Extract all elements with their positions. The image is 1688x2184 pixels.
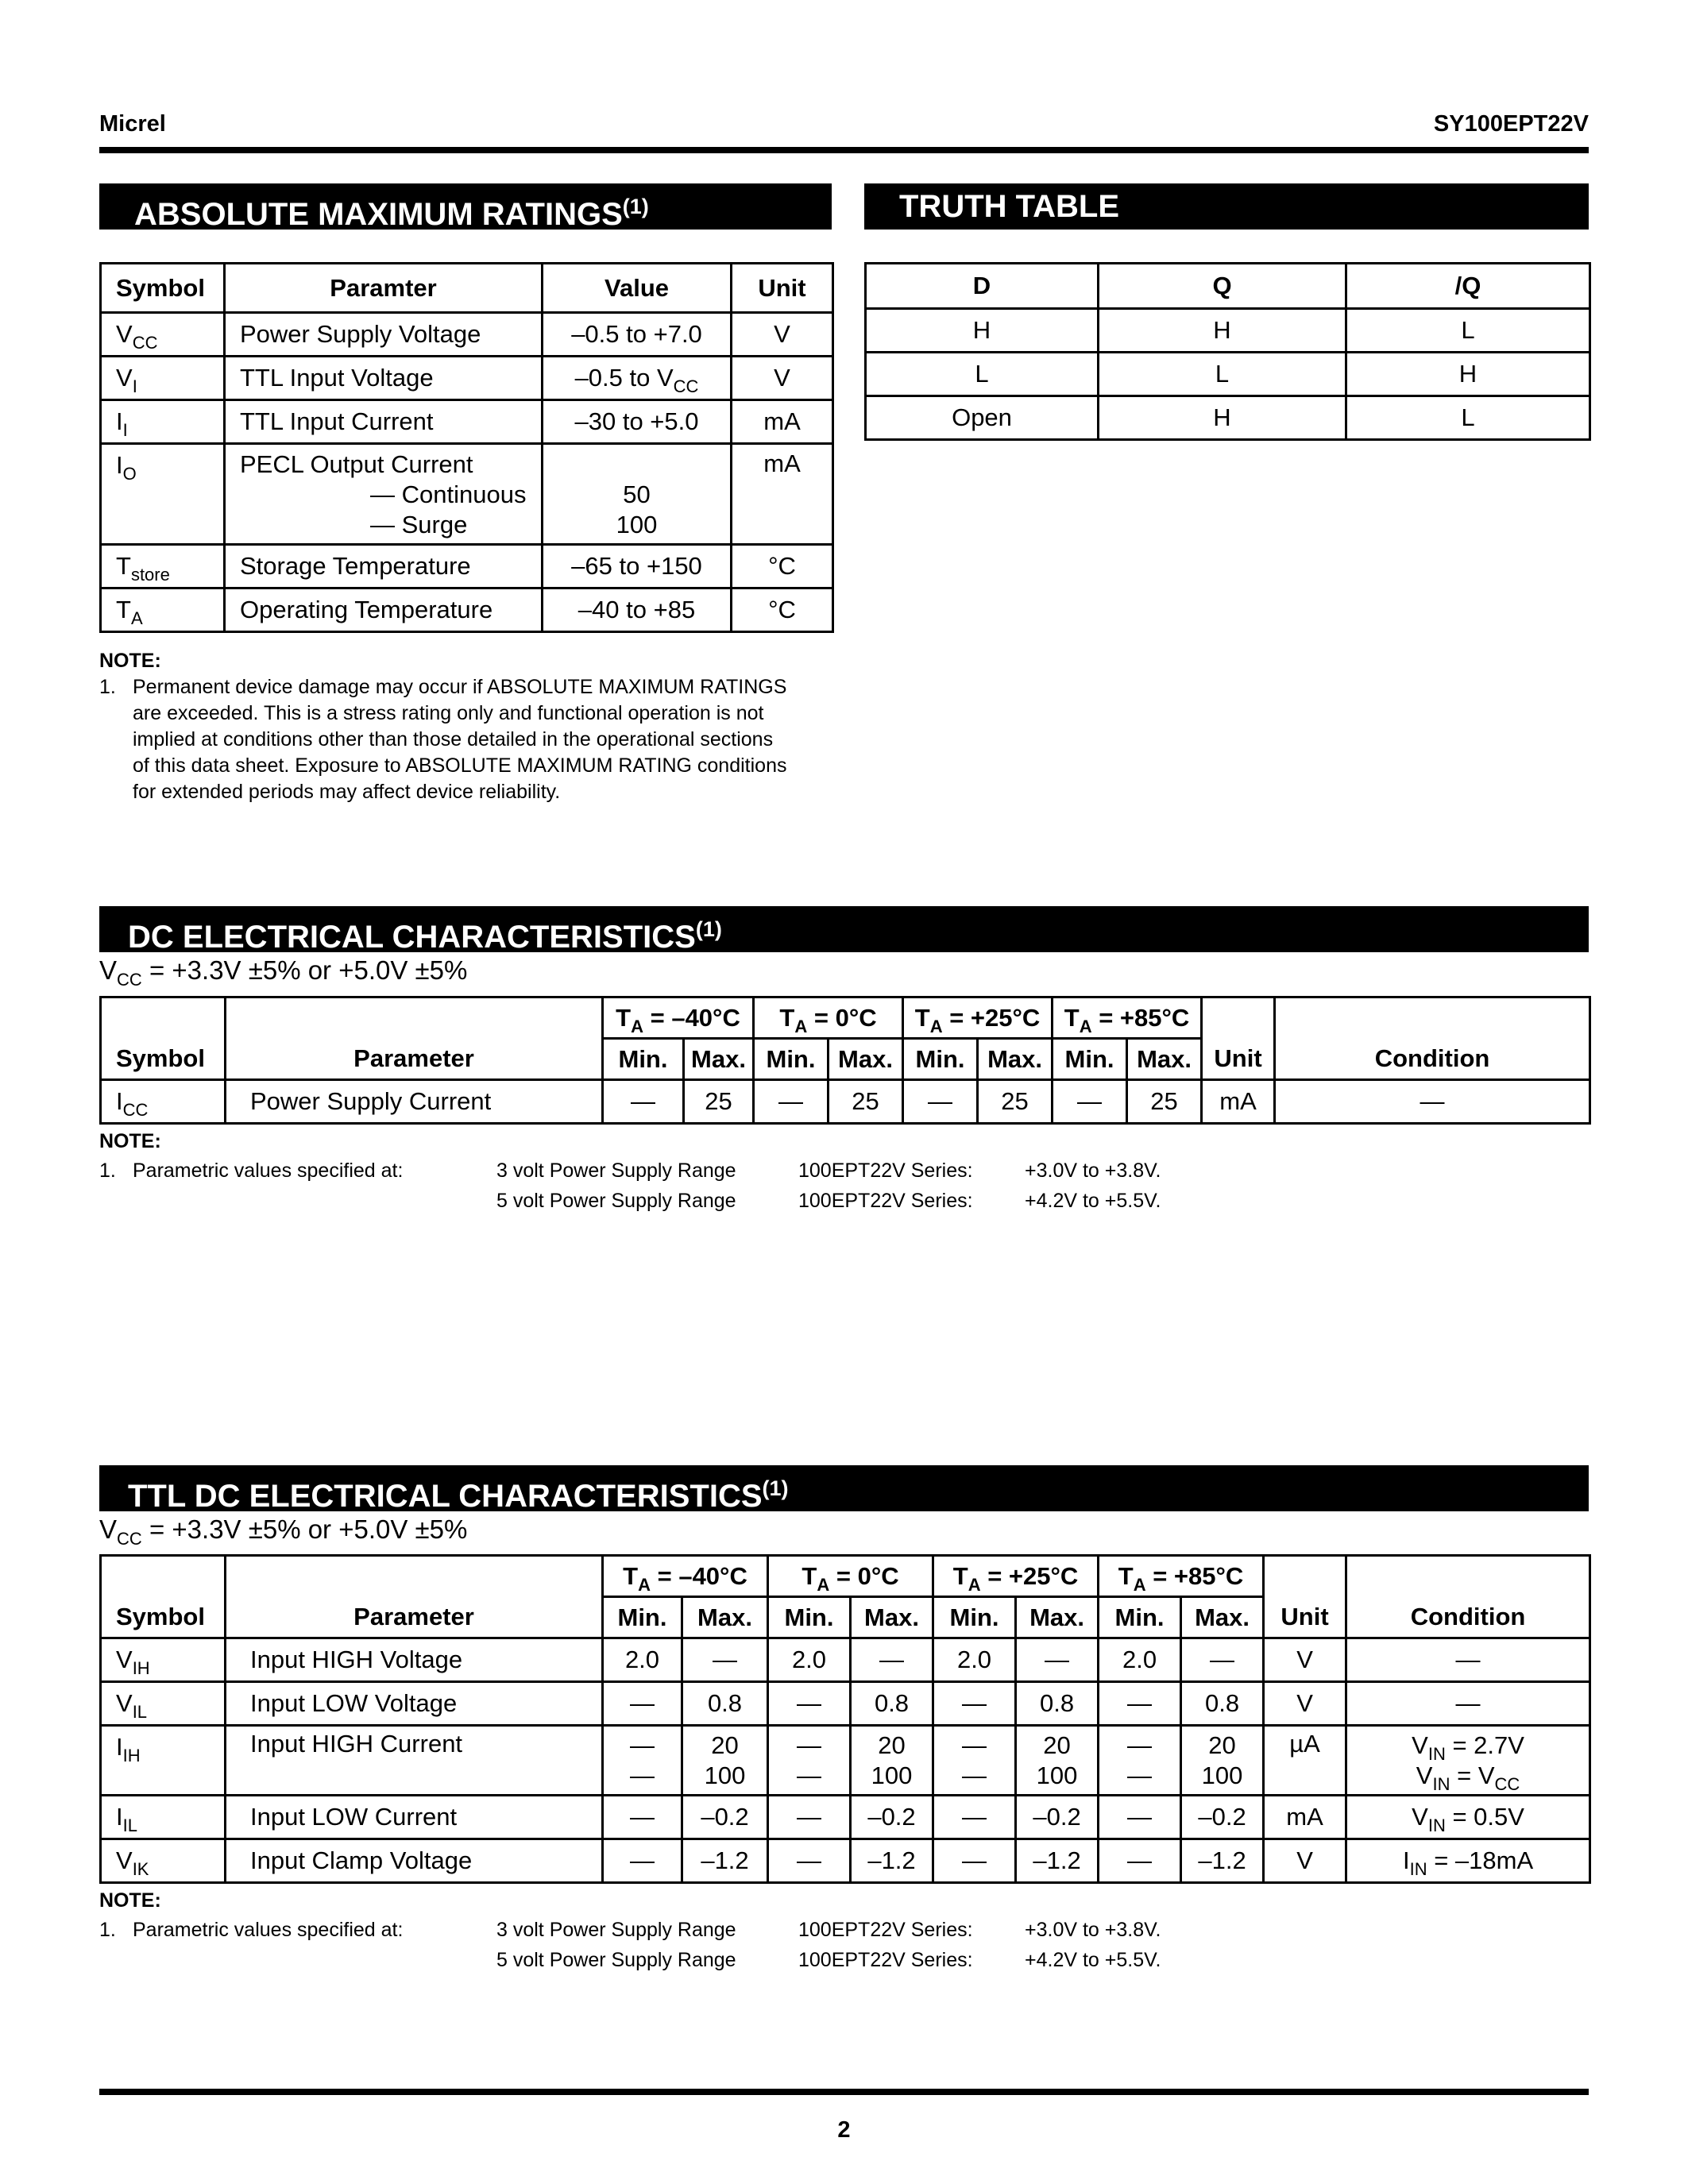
- table-row: [866, 309, 1590, 353]
- col-min: Min.: [903, 1039, 978, 1080]
- value-cell: —: [754, 1080, 829, 1124]
- value-cell: 2.0: [1099, 1638, 1181, 1682]
- header-part-number: SY100EPT22V: [1433, 111, 1589, 137]
- table-row: [101, 1796, 1590, 1839]
- symbol-cell: $I_O$: [101, 444, 225, 545]
- note-body: 1. Parametric values specified at: 3 volt Power Supply Range 100EPT22V Series: +3.0V to +3.8V. 5 volt Power Supply Range 100EPT22V Series: +4.2V to +5.5V.: [99, 1919, 1161, 1971]
- col-min: Min.: [1099, 1597, 1181, 1638]
- parameter-cell: TTL Input Current: [225, 400, 543, 444]
- value-cell: —: [1016, 1638, 1099, 1682]
- parameter-cell: PECL Output Current — Continuous — Surge: [225, 444, 543, 545]
- value-cell: –0.5 to $V_{CC}$: [543, 357, 732, 400]
- col-min: Min.: [1053, 1039, 1127, 1080]
- table-row: [101, 313, 833, 357]
- value-cell: —: [768, 1839, 851, 1883]
- temp-header: $T_A = +25^\circ C$: [903, 997, 1053, 1039]
- truth-header-row: [866, 264, 1590, 309]
- value-cell: –0.2: [1016, 1796, 1099, 1839]
- dc-title: DC ELECTRICAL CHARACTERISTICS: [128, 920, 696, 955]
- parameter-cell: Input HIGH Voltage: [226, 1638, 603, 1682]
- table-row: [101, 1726, 1590, 1796]
- unit-cell: µA: [1264, 1726, 1346, 1796]
- value-cell: –30 to +5.0: [543, 400, 732, 444]
- col-max: Max.: [1127, 1039, 1202, 1080]
- col-d: D: [866, 264, 1099, 309]
- abs-max-title-footnote: (1): [622, 195, 649, 218]
- table-row: [101, 1638, 1590, 1682]
- symbol-cell: $V_I$: [101, 357, 225, 400]
- table-row: [101, 588, 833, 632]
- parameter-cell: Input LOW Voltage: [226, 1682, 603, 1726]
- truth-table-title-bar: [864, 183, 1589, 230]
- value-cell: —: [603, 1839, 682, 1883]
- value-cell: 25: [829, 1080, 903, 1124]
- value-cell: —: [933, 1796, 1016, 1839]
- d-cell: L: [866, 353, 1099, 396]
- q-cell: L: [1099, 353, 1346, 396]
- table-row: [101, 545, 833, 588]
- ttl-note: [99, 1888, 1589, 1978]
- value-cell: 20 100: [851, 1726, 933, 1796]
- value-cell: –0.2: [1181, 1796, 1264, 1839]
- col-condition: Condition: [1346, 1597, 1590, 1638]
- temp-header: $T_A = -40^\circ C$: [603, 997, 754, 1039]
- parameter-header-top: [226, 1556, 603, 1597]
- col-q: Q: [1099, 264, 1346, 309]
- q-bar-cell: L: [1346, 309, 1590, 353]
- value-cell: –1.2: [1181, 1839, 1264, 1883]
- symbol-cell: $V_{IK}$: [101, 1839, 226, 1883]
- col-symbol: Symbol: [101, 1039, 226, 1080]
- dc-note: [99, 1129, 1589, 1218]
- parameter-cell: Input HIGH Current: [226, 1726, 603, 1796]
- symbol-header-top: [101, 997, 226, 1039]
- col-min: Min.: [603, 1597, 682, 1638]
- col-min: Min.: [933, 1597, 1016, 1638]
- unit-cell: °C: [732, 588, 833, 632]
- condition-cell: $V_{IN} = 2.7V$ $V_{IN} = V_{CC}$: [1346, 1726, 1590, 1796]
- value-cell: — —: [1099, 1726, 1181, 1796]
- symbol-cell: $V_{IH}$: [101, 1638, 226, 1682]
- col-max: Max.: [682, 1597, 768, 1638]
- value-cell: 25: [1127, 1080, 1202, 1124]
- value-cell: —: [603, 1682, 682, 1726]
- page-number: 2: [837, 2117, 851, 2143]
- value-cell: 2.0: [603, 1638, 682, 1682]
- dc-title-footnote: (1): [695, 917, 722, 941]
- parameter-cell: Input LOW Current: [226, 1796, 603, 1839]
- value-cell: –65 to +150: [543, 545, 732, 588]
- temp-header: $T_A = +85^\circ C$: [1099, 1556, 1264, 1597]
- table-row: [101, 1682, 1590, 1726]
- ttl-title: TTL DC ELECTRICAL CHARACTERISTICS: [128, 1479, 763, 1514]
- value-cell: –1.2: [682, 1839, 768, 1883]
- col-parameter: Parameter: [226, 1597, 603, 1638]
- value-cell: —: [603, 1796, 682, 1839]
- note-body: 1. Permanent device damage may occur if ABSOLUTE MAXIMUM RATINGS are exceeded. This is a stress rating only and functional operation is not implied at conditions other than those detailed in the operational sections of this data sheet. Exposure to ABSOLUTE MAXIMUM RATING conditions for extended periods may affect device reliability.: [99, 676, 787, 803]
- ttl-temp-header-row: [101, 1556, 1590, 1597]
- condition-cell: —: [1346, 1638, 1590, 1682]
- note-label: NOTE:: [99, 650, 161, 672]
- value-cell: —: [603, 1080, 684, 1124]
- unit-cell: mA: [1264, 1796, 1346, 1839]
- col-unit: Unit: [1264, 1597, 1346, 1638]
- abs-max-note: [99, 648, 832, 805]
- unit-cell: V: [1264, 1638, 1346, 1682]
- value-cell: —: [1099, 1796, 1181, 1839]
- unit-cell: °C: [732, 545, 833, 588]
- col-max: Max.: [851, 1597, 933, 1638]
- symbol-cell: $V_{CC}$: [101, 313, 225, 357]
- dc-temp-header-row: [101, 997, 1590, 1039]
- value-cell: —: [933, 1839, 1016, 1883]
- col-symbol: Symbol: [101, 1597, 226, 1638]
- d-cell: H: [866, 309, 1099, 353]
- unit-cell: V: [732, 313, 833, 357]
- parameter-cell: Operating Temperature: [225, 588, 543, 632]
- value-cell: 2.0: [933, 1638, 1016, 1682]
- col-min: Min.: [754, 1039, 829, 1080]
- value-cell: 25: [978, 1080, 1053, 1124]
- ttl-header-row: [101, 1597, 1590, 1638]
- value-cell: –1.2: [851, 1839, 933, 1883]
- symbol-cell: $I_I$: [101, 400, 225, 444]
- dc-header-row: [101, 1039, 1590, 1080]
- unit-cell: V: [1264, 1682, 1346, 1726]
- value-cell: — —: [768, 1726, 851, 1796]
- abs-max-table: [99, 262, 834, 633]
- parameter-cell: Input Clamp Voltage: [226, 1839, 603, 1883]
- value-cell: —: [1099, 1682, 1181, 1726]
- col-unit: Unit: [732, 264, 833, 313]
- q-cell: H: [1099, 309, 1346, 353]
- value-cell: —: [1181, 1638, 1264, 1682]
- abs-max-title-bar: [99, 183, 832, 230]
- table-row: [101, 400, 833, 444]
- col-max: Max.: [684, 1039, 754, 1080]
- ttl-title-footnote: (1): [762, 1476, 789, 1500]
- table-row: [101, 1080, 1590, 1124]
- symbol-cell: $I_{IL}$: [101, 1796, 226, 1839]
- symbol-cell: $V_{IL}$: [101, 1682, 226, 1726]
- table-row: [101, 444, 833, 545]
- unit-cell: mA: [732, 400, 833, 444]
- value-cell: —: [933, 1682, 1016, 1726]
- footer-rule: [99, 2089, 1589, 2095]
- dc-supply-condition: $V_{CC} = +3.3V \pm 5\%$ or +5.0V ±5%: [99, 955, 468, 990]
- col-symbol: Symbol: [101, 264, 225, 313]
- col-min: Min.: [603, 1039, 684, 1080]
- condition-header-top: [1275, 997, 1590, 1039]
- value-cell: –1.2: [1016, 1839, 1099, 1883]
- value-cell: –0.2: [682, 1796, 768, 1839]
- truth-table-title: TRUTH TABLE: [899, 189, 1119, 224]
- q-bar-cell: L: [1346, 396, 1590, 440]
- col-min: Min.: [768, 1597, 851, 1638]
- col-unit: Unit: [1202, 1039, 1275, 1080]
- unit-cell: mA: [732, 444, 833, 545]
- abs-max-header-row: [101, 264, 833, 313]
- value-cell: 25: [684, 1080, 754, 1124]
- col-q-bar: /Q: [1346, 264, 1590, 309]
- unit-cell: V: [1264, 1839, 1346, 1883]
- unit-header-top: [1264, 1556, 1346, 1597]
- value-cell: —: [851, 1638, 933, 1682]
- col-parameter: Parameter: [226, 1039, 603, 1080]
- value-cell: 20 100: [1016, 1726, 1099, 1796]
- value-cell: 20 100: [1181, 1726, 1264, 1796]
- note-label: NOTE:: [99, 1889, 161, 1912]
- parameter-cell: Power Supply Current: [226, 1080, 603, 1124]
- truth-table: [864, 262, 1591, 441]
- temp-header: $T_A = 0^\circ C$: [768, 1556, 933, 1597]
- abs-max-title: ABSOLUTE MAXIMUM RATINGS: [134, 197, 623, 232]
- symbol-cell: $T_A$: [101, 588, 225, 632]
- symbol-cell: $I_{CC}$: [101, 1080, 226, 1124]
- d-cell: Open: [866, 396, 1099, 440]
- col-max: Max.: [978, 1039, 1053, 1080]
- value-cell: —: [682, 1638, 768, 1682]
- condition-cell: $I_{IN} = -18mA$: [1346, 1839, 1590, 1883]
- note-label: NOTE:: [99, 1130, 161, 1152]
- value-cell: –40 to +85: [543, 588, 732, 632]
- header-rule: [99, 147, 1589, 153]
- unit-cell: mA: [1202, 1080, 1275, 1124]
- condition-cell: —: [1346, 1682, 1590, 1726]
- col-max: Max.: [829, 1039, 903, 1080]
- value-cell: —: [1099, 1839, 1181, 1883]
- table-row: [866, 396, 1590, 440]
- value-cell: 0.8: [851, 1682, 933, 1726]
- temp-header: $T_A = +25^\circ C$: [933, 1556, 1099, 1597]
- value-cell: —: [1053, 1080, 1127, 1124]
- parameter-cell: TTL Input Voltage: [225, 357, 543, 400]
- col-parameter: Paramter: [225, 264, 543, 313]
- value-cell: 20 100: [682, 1726, 768, 1796]
- col-max: Max.: [1016, 1597, 1099, 1638]
- parameter-cell: Power Supply Voltage: [225, 313, 543, 357]
- table-row: [866, 353, 1590, 396]
- symbol-cell: $I_{IH}$: [101, 1726, 226, 1796]
- value-cell: — —: [603, 1726, 682, 1796]
- col-max: Max.: [1181, 1597, 1264, 1638]
- value-cell: –0.2: [851, 1796, 933, 1839]
- temp-header: $T_A = -40^\circ C$: [603, 1556, 768, 1597]
- q-cell: H: [1099, 396, 1346, 440]
- temp-header: $T_A = +85^\circ C$: [1053, 997, 1202, 1039]
- condition-cell: $V_{IN} = 0.5V$: [1346, 1796, 1590, 1839]
- unit-header-top: [1202, 997, 1275, 1039]
- note-body: 1. Parametric values specified at: 3 volt Power Supply Range 100EPT22V Series: +3.0V to +3.8V. 5 volt Power Supply Range 100EPT22V Series: +4.2V to +5.5V.: [99, 1160, 1161, 1212]
- table-row: [101, 357, 833, 400]
- value-cell: 2.0: [768, 1638, 851, 1682]
- table-row: [101, 1839, 1590, 1883]
- value-cell: 0.8: [682, 1682, 768, 1726]
- temp-header: $T_A = 0^\circ C$: [754, 997, 903, 1039]
- symbol-header-top: [101, 1556, 226, 1597]
- col-value: Value: [543, 264, 732, 313]
- value-cell: —: [903, 1080, 978, 1124]
- col-condition: Condition: [1275, 1039, 1590, 1080]
- condition-header-top: [1346, 1556, 1590, 1597]
- dc-table: [99, 996, 1591, 1125]
- value-cell: —: [768, 1682, 851, 1726]
- value-cell: –0.5 to +7.0: [543, 313, 732, 357]
- value-cell: 0.8: [1181, 1682, 1264, 1726]
- symbol-cell: $T_{store}$: [101, 545, 225, 588]
- dc-title-bar: [99, 906, 1589, 955]
- ttl-supply-condition: $V_{CC} = +3.3V \pm 5\%$ or +5.0V ±5%: [99, 1515, 468, 1549]
- ttl-table: [99, 1554, 1591, 1884]
- value-cell: —: [768, 1796, 851, 1839]
- value-cell: — —: [933, 1726, 1016, 1796]
- parameter-header-top: [226, 997, 603, 1039]
- parameter-cell: Storage Temperature: [225, 545, 543, 588]
- condition-cell: —: [1275, 1080, 1590, 1124]
- value-cell: 50 100: [543, 444, 732, 545]
- unit-cell: V: [732, 357, 833, 400]
- q-bar-cell: H: [1346, 353, 1590, 396]
- header-company: Micrel: [99, 111, 166, 137]
- ttl-title-bar: [99, 1465, 1589, 1514]
- value-cell: 0.8: [1016, 1682, 1099, 1726]
